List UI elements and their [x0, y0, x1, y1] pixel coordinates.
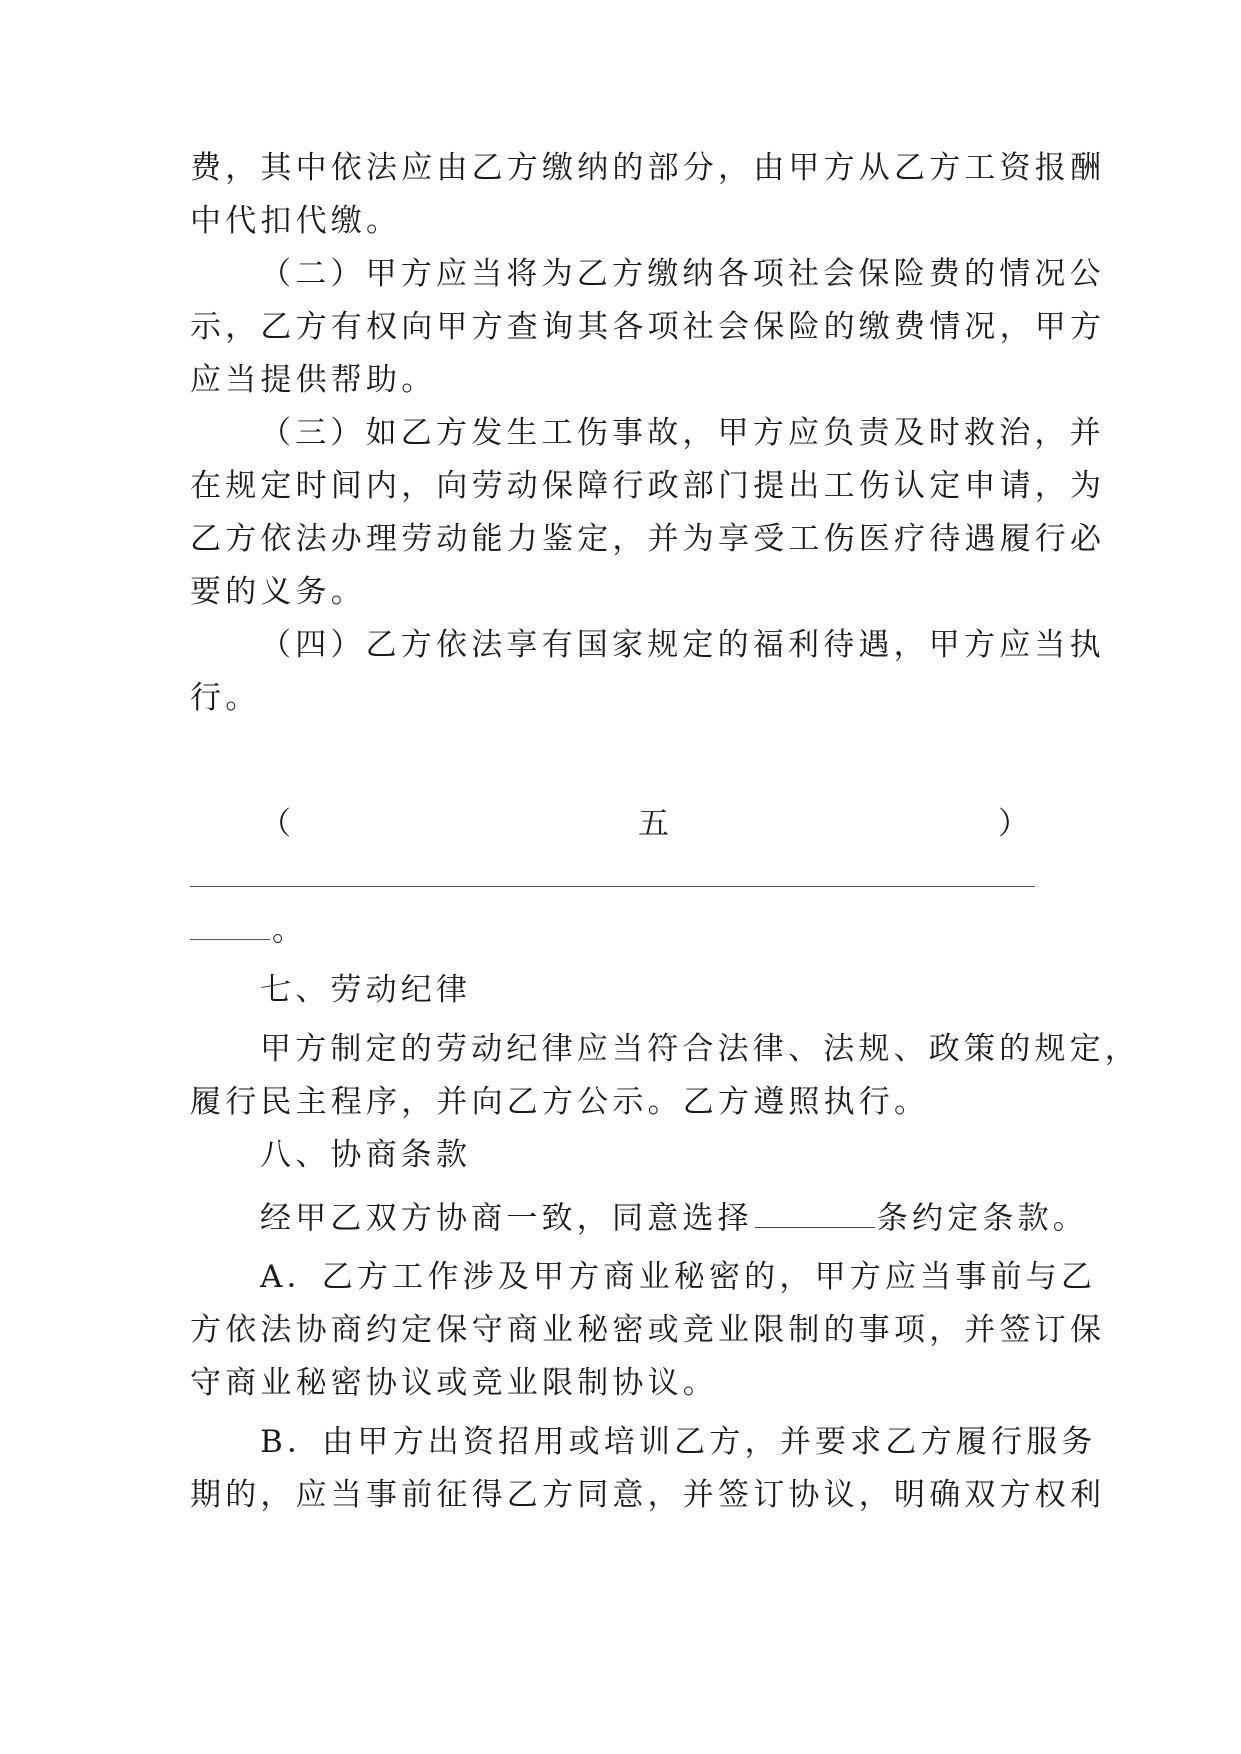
text-line: 行。: [190, 680, 261, 716]
text-line: 履行民主程序，并向乙方公示。乙方遵照执行。: [190, 1084, 930, 1120]
choice-prefix: 经甲乙双方协商一致，同意选择: [260, 1200, 753, 1237]
text-line: 期的，应当事前征得乙方同意，并签订协议，明确双方权利: [190, 1477, 1106, 1513]
text-line: A．乙方工作涉及甲方商业秘密的，甲方应当事前与乙: [260, 1259, 1097, 1295]
text-line: 守商业秘密协议或竞业限制协议。: [190, 1365, 718, 1401]
section-heading: 八、协商条款: [260, 1137, 472, 1173]
close-parenthesis: ）: [998, 806, 1029, 842]
text-line: 中代扣代缴。: [190, 203, 402, 239]
open-parenthesis: （: [260, 806, 291, 842]
section-heading: 七、劳动纪律: [260, 972, 472, 1008]
text-line: 费，其中依法应由乙方缴纳的部分，由甲方从乙方工资报酬: [190, 150, 1106, 186]
choice-suffix: 条约定条款。: [876, 1200, 1089, 1237]
text-line: [190, 910, 1050, 950]
text-line: （四）乙方依法享有国家规定的福利待遇，甲方应当执: [260, 627, 1105, 663]
text-line: 方依法协商约定保守商业秘密或竞业限制的事项，并签订保: [190, 1312, 1106, 1348]
fill-in-blank-choice[interactable]: [755, 1198, 875, 1228]
item-number: 五: [638, 806, 669, 842]
text-line: B．由甲方出资招用或培训乙方，并要求乙方履行服务: [260, 1424, 1097, 1460]
text-line: 在规定时间内，向劳动保障行政部门提出工伤认定申请，为: [190, 468, 1106, 504]
text-line: 要的义务。: [190, 574, 366, 610]
item-five-row: [260, 804, 1040, 844]
text-line: 甲方制定的劳动纪律应当符合法律、法规、政策的规定，: [260, 1031, 1140, 1067]
text-line: （二）甲方应当将为乙方缴纳各项社会保险费的情况公: [260, 256, 1105, 292]
text-line: 乙方依法办理劳动能力鉴定，并为享受工伤医疗待遇履行必: [190, 521, 1106, 557]
fill-in-blank-short[interactable]: [190, 910, 270, 940]
end-mark: 。: [272, 912, 308, 949]
text-line: （三）如乙方发生工伤事故，甲方应负责及时救治，并: [260, 415, 1105, 451]
text-line: [260, 1198, 1089, 1238]
text-line: 示，乙方有权向甲方查询其各项社会保险的缴费情况，甲方: [190, 309, 1106, 345]
text-line: 应当提供帮助。: [190, 362, 437, 398]
fill-in-blank-long[interactable]: [190, 886, 1035, 887]
